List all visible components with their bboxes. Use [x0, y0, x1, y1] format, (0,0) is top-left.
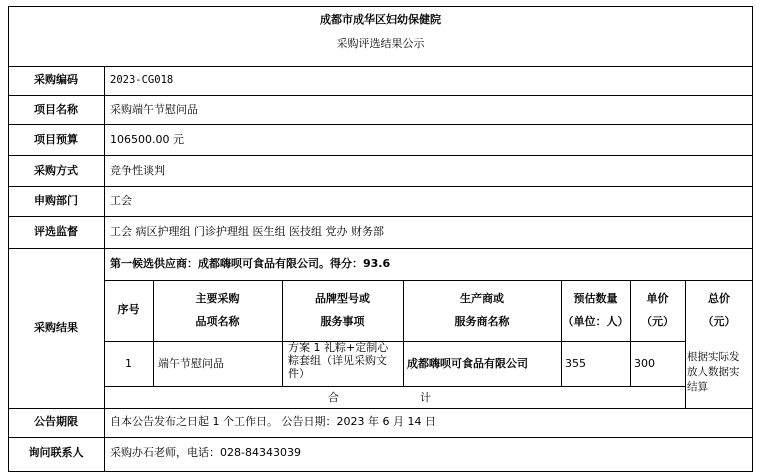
row-total-line-2: 放人数据实 [687, 366, 740, 378]
row-total-line-1: 根据实际发 [687, 351, 740, 363]
row-maker: 成都嗨呗可食品有限公司 [407, 357, 528, 370]
col-maker-header-2: 服务商名称 [454, 315, 510, 328]
supervise-label: 评选监督 [34, 225, 78, 238]
contact-label: 询问联系人 [28, 446, 84, 459]
row-qty: 355 [565, 357, 586, 370]
col-brand-header-1: 品牌型号或 [315, 292, 370, 305]
col-price-header-2: （元） [641, 315, 674, 328]
method-value: 竞争性谈判 [110, 164, 165, 177]
col-total-header-1: 总价 [708, 292, 730, 305]
col-item-header-2: 品项名称 [195, 315, 240, 328]
dept-label: 申购部门 [34, 194, 78, 207]
col-maker-header-1: 生产商或 [460, 292, 504, 305]
code-value: 2023-CG018 [110, 74, 174, 86]
code-label: 采购编码 [34, 73, 78, 86]
budget-label: 项目预算 [34, 133, 78, 146]
budget-value: 106500.00 元 [110, 133, 184, 146]
col-qty-header-2: （单位：人） [562, 315, 629, 328]
col-total-header-2: （元） [702, 315, 736, 328]
dept-value: 工会 [110, 194, 132, 207]
row-item: 端午节慰问品 [158, 357, 224, 370]
notice-label: 公告期限 [34, 415, 78, 428]
row-no: 1 [125, 357, 132, 370]
col-qty-header-1: 预估数量 [573, 292, 618, 305]
row-brand-line-1: 方案 1 礼粽+定制心 [288, 341, 389, 354]
row-brand-line-3: 件） [288, 367, 310, 380]
col-item-header-1: 主要采购 [195, 292, 240, 305]
col-price-header-1: 单价 [646, 292, 669, 305]
supervise-value: 工会 病区护理组 门诊护理组 医生组 医技组 党办 财务部 [110, 225, 384, 238]
col-no-header: 序号 [117, 303, 140, 316]
page-title: 采购评选结果公示 [336, 37, 425, 50]
notice-value: 自本公告发布之日起 1 个工作日。 公告日期：2023 年 6 月 14 日 [110, 415, 436, 428]
name-label: 项目名称 [34, 103, 78, 116]
row-price: 300 [634, 357, 655, 370]
row-total-line-3: 结算 [687, 381, 708, 393]
name-value: 采购端午节慰问品 [110, 103, 198, 116]
method-label: 采购方式 [34, 164, 78, 177]
contact-value: 采购办石老师，电话：028-84343039 [110, 446, 301, 459]
result-label: 采购结果 [34, 321, 78, 334]
col-brand-header-2: 服务事项 [320, 315, 365, 328]
result-summary: 第一候选供应商：成都嗨呗可食品有限公司。得分：93.6 [110, 257, 391, 270]
sum-label-2: 计 [420, 391, 431, 404]
row-brand-line-2: 粽套组（详见采购文 [288, 354, 387, 367]
sum-label-1: 合 [328, 391, 339, 404]
org-title: 成都市成华区妇幼保健院 [320, 13, 441, 26]
